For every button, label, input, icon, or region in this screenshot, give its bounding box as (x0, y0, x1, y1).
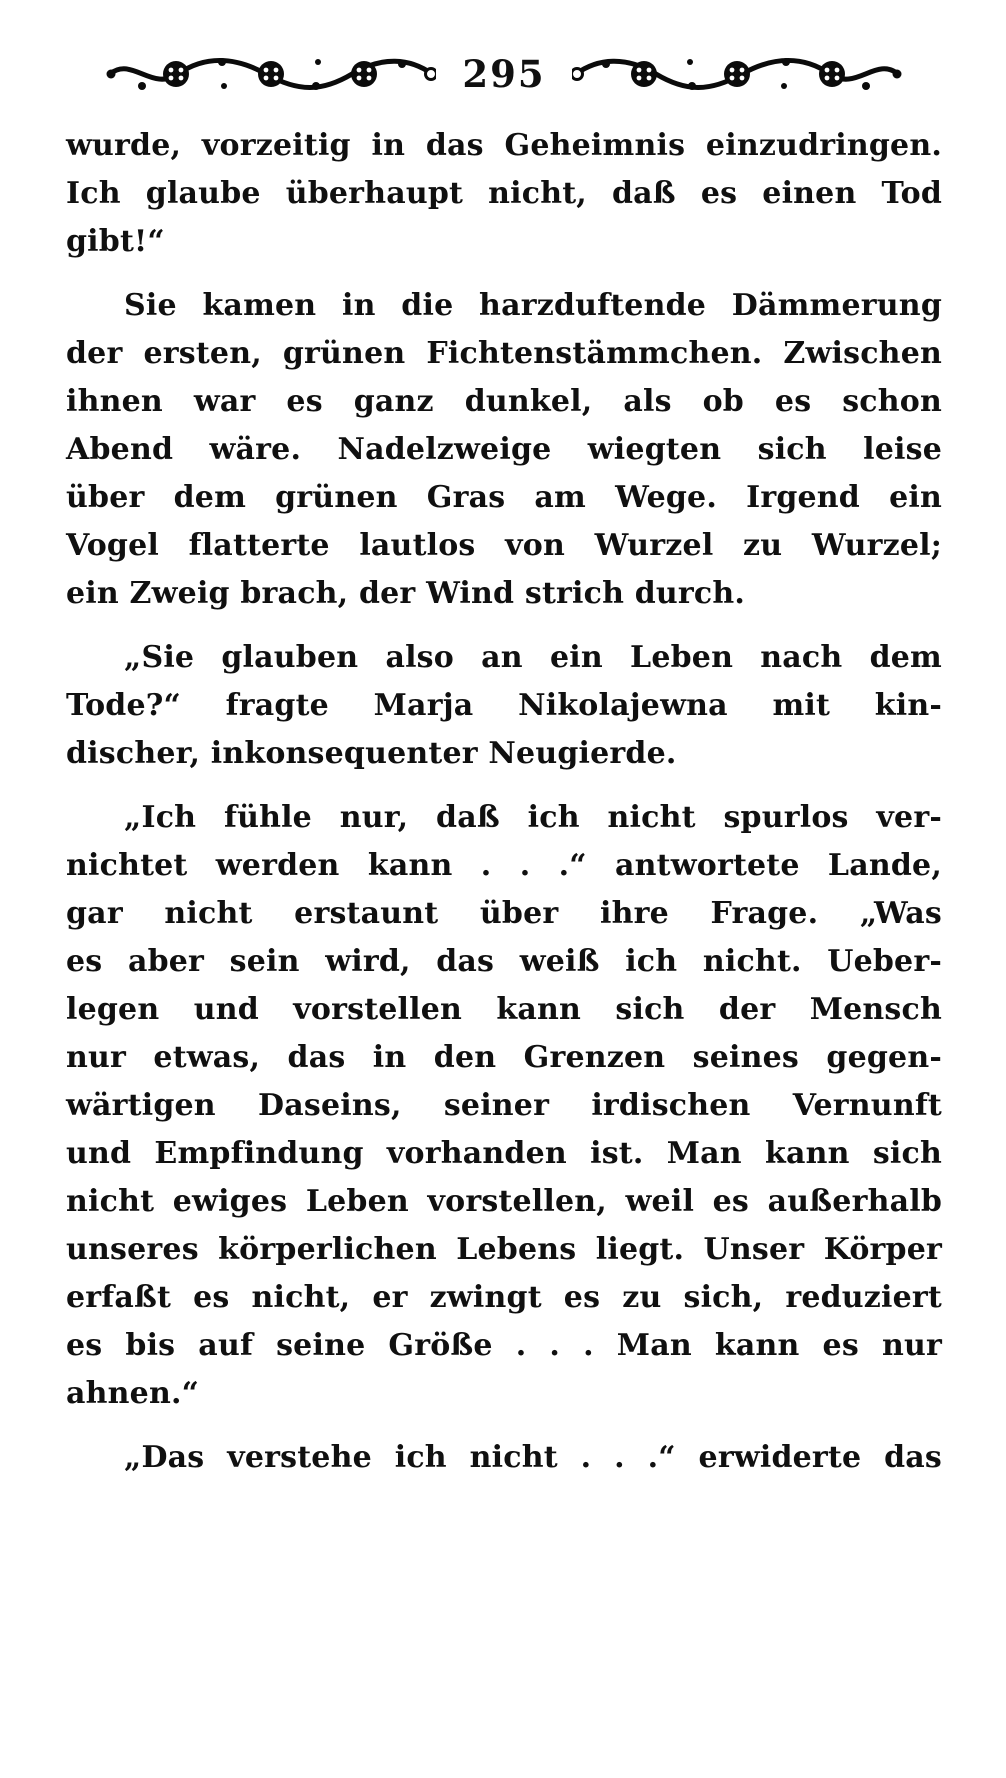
text-line: unseres körperlichen Lebens liegt. Unser Körper (66, 1232, 942, 1267)
text-line: es aber sein wird, das weiß ich nicht. Ueber- (66, 944, 942, 979)
body-text (66, 122, 942, 1482)
text-line: Ich glaube überhaupt nicht, daß es einen Tod (66, 176, 942, 211)
text-line: ein Zweig brach, der Wind strich durch. (66, 576, 746, 611)
text-line: der ersten, grünen Fichtenstämmchen. Zwischen (66, 336, 942, 371)
page-number: 295 (462, 51, 546, 96)
header-ornament-right-icon (572, 52, 902, 96)
text-line: Vogel flatterte lautlos von Wurzel zu Wurzel; (66, 528, 942, 563)
text-line: über dem grünen Gras am Wege. Irgend ein (66, 480, 942, 515)
text-line: und Empfindung vorhanden ist. Man kann sich (66, 1136, 942, 1171)
text-line: discher, inkonsequenter Neugierde. (66, 736, 677, 771)
text-line: nichtet werden kann . . .“ antwortete Lande, (66, 848, 942, 883)
page-header (66, 48, 942, 100)
text-line: wärtigen Daseins, seiner irdischen Vernunft (66, 1088, 942, 1123)
text-line: „Ich fühle nur, daß ich nicht spurlos ver- (124, 800, 942, 835)
text-line: es bis auf seine Größe . . . Man kann es nur (66, 1328, 942, 1363)
text-line: Tode?“ fragte Marja Nikolajewna mit kin- (66, 688, 942, 723)
text-line: gar nicht erstaunt über ihre Frage. „Was (66, 896, 942, 931)
text-line: ahnen.“ (66, 1376, 200, 1411)
text-line: Abend wäre. Nadelzweige wiegten sich leise (66, 432, 942, 467)
text-line: gibt!“ (66, 224, 165, 259)
text-line: wurde, vorzeitig in das Geheimnis einzudringen. (66, 128, 942, 163)
text-line: „Das verstehe ich nicht . . .“ erwiderte das (124, 1440, 942, 1475)
text-line: ihnen war es ganz dunkel, als ob es schon (66, 384, 942, 419)
text-line: nicht ewiges Leben vorstellen, weil es außerhalb (66, 1184, 942, 1219)
header-ornament-left-icon (106, 52, 436, 96)
text-line: legen und vorstellen kann sich der Mensch (66, 992, 942, 1027)
text-line: Sie kamen in die harzduftende Dämmerung (124, 288, 942, 323)
text-line: nur etwas, das in den Grenzen seines gegen- (66, 1040, 942, 1075)
text-line: „Sie glauben also an ein Leben nach dem (124, 640, 942, 675)
text-line: erfaßt es nicht, er zwingt es zu sich, reduziert (66, 1280, 942, 1315)
